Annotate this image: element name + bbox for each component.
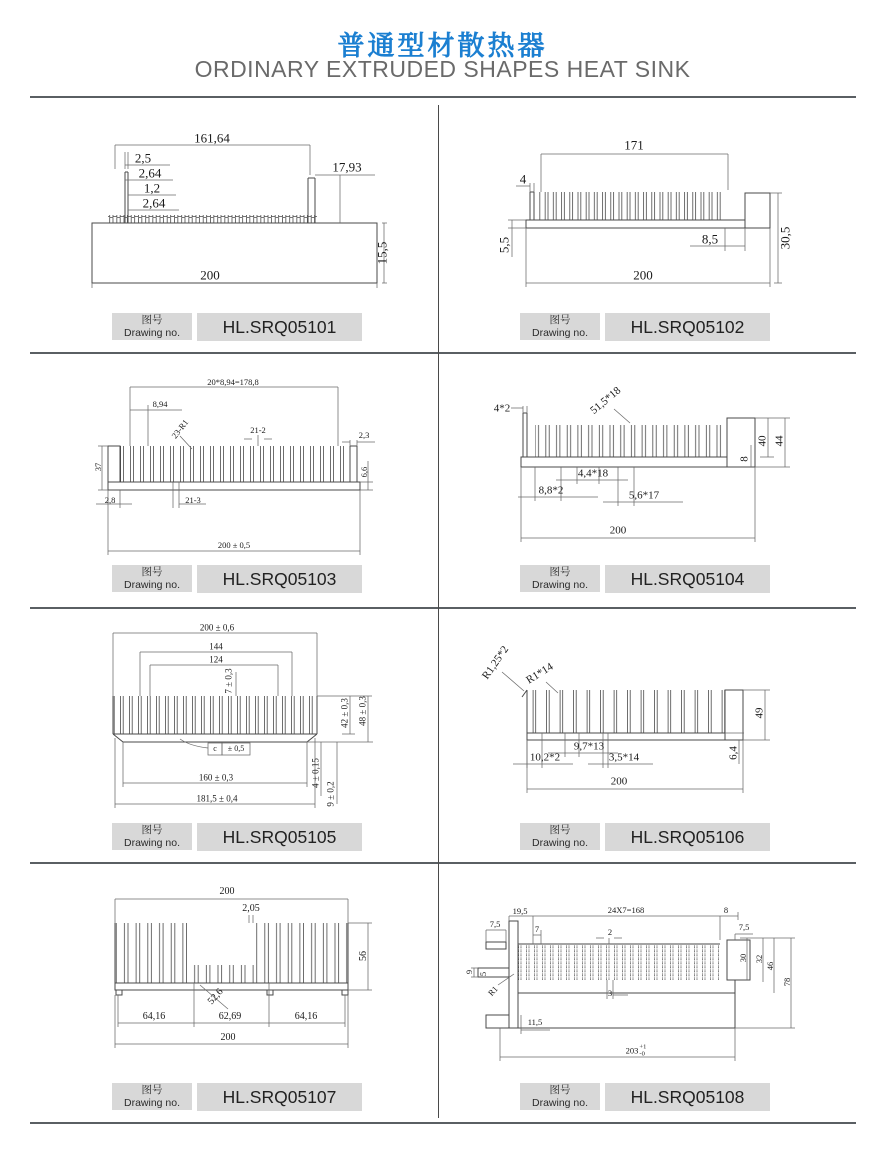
dim-label: 7,5 [738,921,750,932]
dim-label: 8,5 [701,231,719,247]
drawing-no-caption [520,1083,600,1110]
dim-lower-tolerance: -0 [639,1050,645,1057]
dim-label: 5 [477,971,488,977]
dim-label: 7,5 [489,918,501,929]
dim-label: 56 [358,951,369,961]
dim-upper-tolerance: +1 [639,1043,647,1051]
drawing-no-row [520,313,770,341]
dim-label: 160 ± 0,3 [198,772,234,783]
drawing-no-row [112,313,362,341]
drawing-no-caption [112,1083,192,1110]
caption-en: Drawing no. [123,1097,181,1109]
drawing-no-row [112,823,362,851]
page-title-chinese: 普通型材散热器 [337,31,548,61]
dim-label: 19,5 [512,905,528,916]
dim-label: 9 ± 0,2 [325,781,336,807]
dim-label: 2,3 [358,429,370,440]
dim-label: 200 [200,267,220,283]
drawing-no-row [112,1083,362,1111]
dim-label: 11,5 [527,1016,543,1027]
row-divider-2 [30,607,856,609]
dim-label: 46 [764,961,775,971]
caption-cn: 图号 [549,566,571,578]
dim-label: 15,5 [374,241,390,265]
caption-en: Drawing no. [531,837,589,849]
dim-label: 2,5 [134,150,152,166]
dim-label: 6,6 [358,466,369,478]
caption-cn: 图号 [141,566,163,578]
drawing-no-caption [112,565,192,592]
caption-en: Drawing no. [123,579,181,591]
drawing-number: HL.SRQ05108 [605,1083,770,1111]
dim-label: 21-2 [250,424,266,435]
dim-label: 42 ± 0,3 [339,698,350,728]
caption-en: Drawing no. [531,327,589,339]
profile-drawing-4 [438,357,855,562]
dim-label: 4*2 [493,402,511,415]
dim-label: 2,05 [242,903,260,914]
panel-hl-srq05106 [438,612,855,862]
profile-drawing-5 [30,612,438,817]
page-title-english: ORDINARY EXTRUDED SHAPES HEAT SINK [194,56,691,82]
caption-en: Drawing no. [531,579,589,591]
panel-hl-srq05102 [438,105,855,352]
dim-base-value: 203 [625,1045,639,1056]
dim-label: 200 [220,1032,236,1043]
dim-label-tolerance [626,1045,647,1058]
dim-label: 2,64 [142,195,166,211]
panel-hl-srq05104 [438,357,855,604]
dim-label: 161,64 [194,130,230,146]
caption-cn: 图号 [549,314,571,326]
caption-cn: 图号 [141,314,163,326]
dim-label: 200 [633,267,653,283]
dim-label: 24X7=168 [607,904,645,915]
dim-label: 49 [753,707,766,719]
dim-label: 40 [756,435,769,447]
drawing-number: HL.SRQ05104 [605,565,770,593]
dim-label: c [213,744,217,753]
dim-label: 37 [92,462,103,472]
dim-label: 23-R1 [169,417,191,441]
dim-label: 30,5 [777,226,793,250]
drawing-number: HL.SRQ05101 [197,313,362,341]
caption-cn: 图号 [141,1084,163,1096]
caption-en: Drawing no. [531,1097,589,1109]
dim-label: 64,16 [142,1011,166,1022]
dim-label: 20*8,94=178,8 [207,376,259,387]
dim-label: 78 [781,977,792,987]
caption-cn: 图号 [141,824,163,836]
caption-cn: 图号 [549,824,571,836]
dim-label: 2 [607,926,613,937]
dim-label: 32 [753,954,764,964]
dim-label: 8,8*2 [538,484,564,497]
dim-label: 200 [219,886,235,897]
dim-label: 200 [610,775,628,788]
caption-cn: 图号 [549,1084,571,1096]
footer-divider [30,1122,856,1124]
dim-label: 52,6 [205,986,226,1007]
dim-label: 1,2 [143,180,161,196]
header-divider [30,96,856,98]
dim-label: 3,5*14 [608,751,640,764]
dim-label: R1 [485,983,500,998]
drawing-number: HL.SRQ05103 [197,565,362,593]
dim-label: 64,16 [294,1011,318,1022]
dim-label: 51,5*18 [588,384,624,417]
dim-label: 44 [773,435,786,447]
dim-label: R1*14 [524,660,556,687]
profile-drawing-8 [438,867,855,1077]
dim-label: 200 ± 0,5 [217,539,251,550]
profile-drawing-3 [30,357,438,562]
dim-label: 9 [463,969,474,975]
drawing-no-row [520,823,770,851]
row-divider-3 [30,862,856,864]
dim-label: 62,69 [218,1011,242,1022]
dim-label: 7 ± 0,3 [223,668,234,694]
dim-label: ± 0,5 [227,744,245,753]
dim-label: 200 ± 0,6 [199,622,235,633]
dim-label: 4,4*18 [577,467,609,480]
drawing-number: HL.SRQ05105 [197,823,362,851]
drawing-no-caption [520,313,600,340]
dim-label: 200 [609,524,627,537]
dim-label: 4 ± 0,15 [310,758,321,788]
drawing-number: HL.SRQ05107 [197,1083,362,1111]
row-divider-1 [30,352,856,354]
dim-label: 30 [737,953,748,963]
dim-label: 6,4 [727,746,740,760]
panel-hl-srq05108 [438,867,855,1122]
drawing-no-caption [520,565,600,592]
dim-label: 8 [738,456,751,462]
panel-hl-srq05105 [30,612,438,862]
drawing-no-row [112,565,362,593]
drawing-no-caption [112,823,192,850]
panel-hl-srq05101 [30,105,438,352]
dim-label: 8,94 [152,398,168,409]
dim-label: 8 [723,904,729,915]
dim-label: 4 [519,171,527,187]
dim-label: R1,25*2 [479,643,512,682]
panel-hl-srq05107 [30,867,438,1122]
caption-en: Drawing no. [123,837,181,849]
dim-label: 5,5 [496,236,512,254]
caption-en: Drawing no. [123,327,181,339]
profile-drawing-1 [30,105,438,310]
drawing-no-row [520,565,770,593]
profile-drawing-7 [30,867,438,1077]
dim-label: 17,93 [332,159,362,175]
drawing-no-row [520,1083,770,1111]
drawing-number: HL.SRQ05106 [605,823,770,851]
dim-label: 2,8 [104,494,116,505]
drawing-no-caption [112,313,192,340]
dim-label: 48 ± 0,3 [357,696,368,726]
dim-label: 124 [209,654,223,665]
dim-label: 2,64 [138,165,162,181]
dim-label: 181,5 ± 0,4 [196,793,238,804]
dim-label: 21-3 [185,494,201,505]
dim-label: 10,2*2 [529,751,561,764]
panel-hl-srq05103 [30,357,438,604]
drawing-no-caption [520,823,600,850]
dim-label: 5,6*17 [628,489,660,502]
dim-label: 7 [534,923,540,934]
drawing-number: HL.SRQ05102 [605,313,770,341]
dim-label: 3 [607,987,613,998]
dim-label: 171 [624,137,644,153]
dim-label: 144 [209,641,223,652]
dim-label: 9,7*13 [573,740,605,753]
